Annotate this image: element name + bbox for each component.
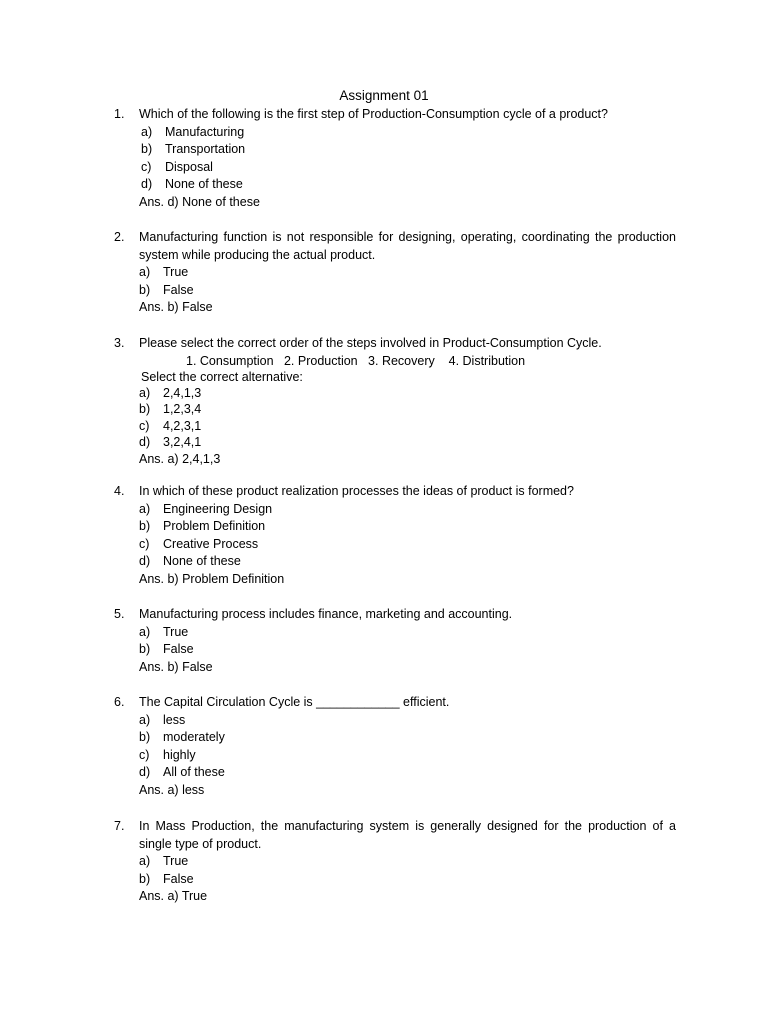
question-1 <box>114 106 676 211</box>
option-d: d) None of these <box>141 177 243 191</box>
answer: Ans. a) less <box>139 782 205 797</box>
option-d: d) None of these <box>139 554 241 568</box>
answer: Ans. b) Problem Definition <box>139 571 285 586</box>
option-b: b) False <box>139 282 194 297</box>
question-number: 3. <box>114 336 125 350</box>
question-number: 7. <box>114 819 125 833</box>
option-a: a) True <box>139 854 189 868</box>
option-c: c) Creative Process <box>139 536 259 551</box>
question-number: 1. <box>114 107 125 121</box>
option-a: a) True <box>139 624 189 639</box>
question-text: Manufacturing process includes finance, marketing and accounting. <box>139 607 513 621</box>
question-number: 4. <box>114 484 125 498</box>
question-text: Manufacturing function is not responsible for designing, operating, coordinating the production system while producing the actual product. <box>139 230 676 262</box>
question-text: In Mass Production, the manufacturing system is generally designed for the production of a single type of product. <box>139 819 676 851</box>
question-number: 2. <box>114 230 125 244</box>
question-6 <box>114 694 676 799</box>
option-b: b) Transportation <box>141 142 246 156</box>
option-c: c) 4,2,3,1 <box>139 418 202 433</box>
sub-prompt: Select the correct alternative: <box>141 369 303 384</box>
answer: Ans. b) False <box>139 300 213 314</box>
option-b: b) moderately <box>139 730 225 744</box>
answer: Ans. b) False <box>139 659 213 674</box>
question-text: Which of the following is the first step of Production-Consumption cycle of a product? <box>139 107 608 121</box>
answer: Ans. d) None of these <box>139 194 260 209</box>
question-5 <box>114 606 676 676</box>
option-b: b) False <box>139 871 194 886</box>
question-text: In which of these product realization processes the ideas of product is formed? <box>139 484 574 498</box>
question-text: Please select the correct order of the steps involved in Product-Consumption Cycle. <box>139 336 602 350</box>
question-number: 6. <box>114 695 125 709</box>
option-d: d) 3,2,4,1 <box>139 435 202 449</box>
question-number: 5. <box>114 607 125 621</box>
option-a: a) Engineering Design <box>139 501 273 516</box>
question-3 <box>114 335 676 467</box>
answer: Ans. a) 2,4,1,3 <box>139 451 221 466</box>
option-a: a) True <box>139 265 189 279</box>
question-4 <box>114 483 676 588</box>
option-d: d) All of these <box>139 765 225 779</box>
option-a: a) Manufacturing <box>141 124 245 139</box>
steps-list: 1. Consumption 2. Production 3. Recovery 4. Distribution <box>186 353 526 368</box>
option-a: a) 2,4,1,3 <box>139 385 202 400</box>
option-b: b) 1,2,3,4 <box>139 402 202 416</box>
option-b: b) False <box>139 642 194 656</box>
question-7 <box>114 818 676 906</box>
question-text: The Capital Circulation Cycle is ____________ efficient. <box>139 695 450 709</box>
option-c: c) Disposal <box>141 159 213 174</box>
answer: Ans. a) True <box>139 889 208 903</box>
option-a: a) less <box>139 712 186 727</box>
page-title: Assignment 01 <box>339 88 429 103</box>
question-2 <box>114 229 676 317</box>
option-b: b) Problem Definition <box>139 519 266 533</box>
option-c: c) highly <box>139 747 196 762</box>
